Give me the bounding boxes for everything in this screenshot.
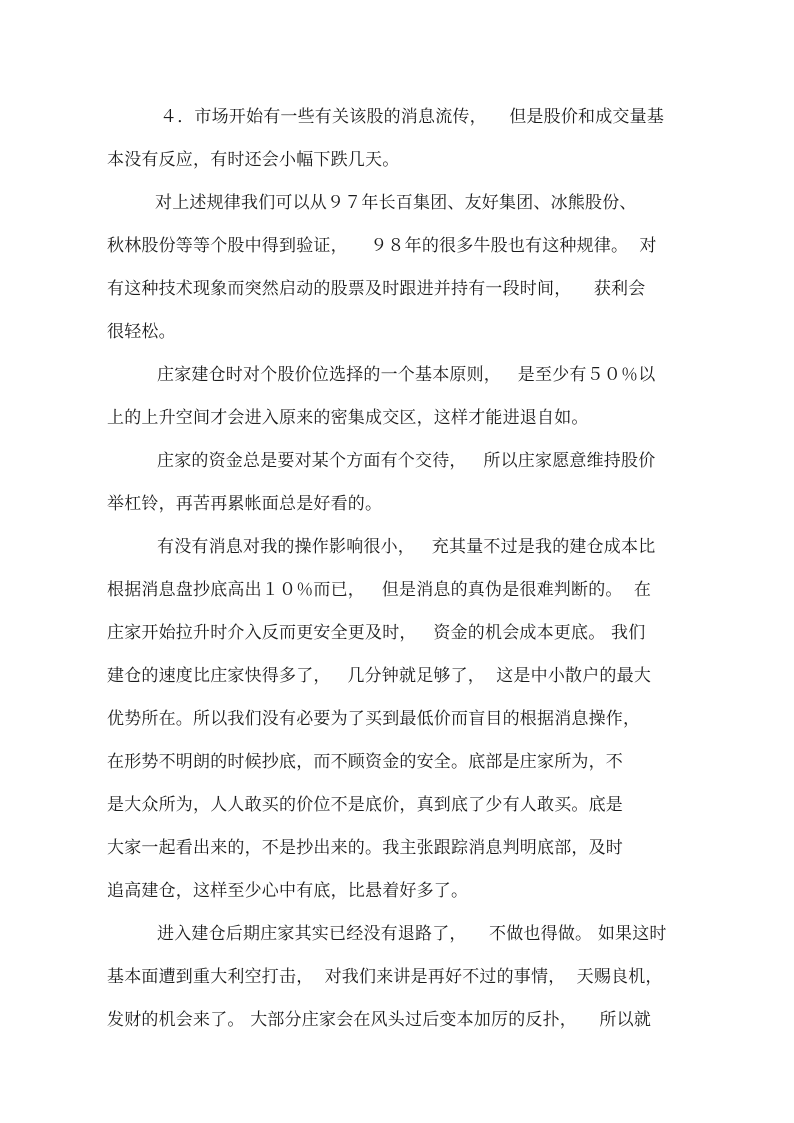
text-line-4: 秋林股份等等个股中得到验证， ９８年的很多牛股也有这种规律。 对 [107, 236, 657, 256]
text-line-18: 大家一起看出来的，不是抄出来的。我主张跟踪消息判明底部，及时 [107, 838, 623, 858]
text-line-11: 有没有消息对我的操作影响很小， 充其量不过是我的建仓成本比 [157, 537, 656, 557]
text-line-6: 很轻松。 [107, 322, 176, 342]
text-line-20: 进入建仓后期庄家其实已经没有退路了， 不做也得做。 如果这时 [157, 924, 667, 944]
text-line-10: 举杠铃，再苦再累帐面总是好看的。 [107, 494, 383, 514]
text-line-21: 基本面遭到重大利空打击， 对我们来讲是再好不过的事情， 天赐良机， [107, 967, 663, 987]
text-line-7: 庄家建仓时对个股价位选择的一个基本原则， 是至少有５０％以 [157, 365, 656, 385]
text-line-15: 优势所在。所以我们没有必要为了买到最低价而盲目的根据消息操作， [107, 709, 641, 729]
text-line-16: 在形势不明朗的时候抄底，而不顾资金的安全。底部是庄家所为，不 [107, 752, 623, 772]
text-line-19: 追高建仓，这样至少心中有底，比悬着好多了。 [107, 881, 469, 901]
text-line-2: 本没有反应，有时还会小幅下跌几天。 [107, 150, 400, 170]
text-line-5: 有这种技术现象而突然启动的股票及时跟进并持有一段时间， 获利会 [107, 279, 646, 299]
text-line-12: 根据消息盘抄底高出１０％而已， 但是消息的真伪是很难判断的。 在 [107, 580, 652, 600]
text-line-1: ４．市场开始有一些有关该股的消息流传， 但是股价和成交量基 [160, 107, 665, 127]
text-line-17: 是大众所为，人人敢买的价位不是底价，真到底了少有人敢买。底是 [107, 795, 623, 815]
text-line-9: 庄家的资金总是要对某个方面有个交待， 所以庄家愿意维持股价 [157, 451, 656, 471]
text-line-22: 发财的机会来了。 大部分庄家会在风头过后变本加厉的反扑， 所以就 [107, 1010, 652, 1030]
text-line-13: 庄家开始拉升时介入反而更安全更及时， 资金的机会成本更底。 我们 [107, 623, 646, 643]
text-line-14: 建仓的速度比庄家快得多了， 几分钟就足够了， 这是中小散户的最大 [107, 666, 652, 686]
text-line-3: 对上述规律我们可以从９７年长百集团、友好集团、冰熊股份、 [155, 193, 637, 213]
text-line-8: 上的上升空间才会进入原来的密集成交区，这样才能进退自如。 [107, 408, 589, 428]
